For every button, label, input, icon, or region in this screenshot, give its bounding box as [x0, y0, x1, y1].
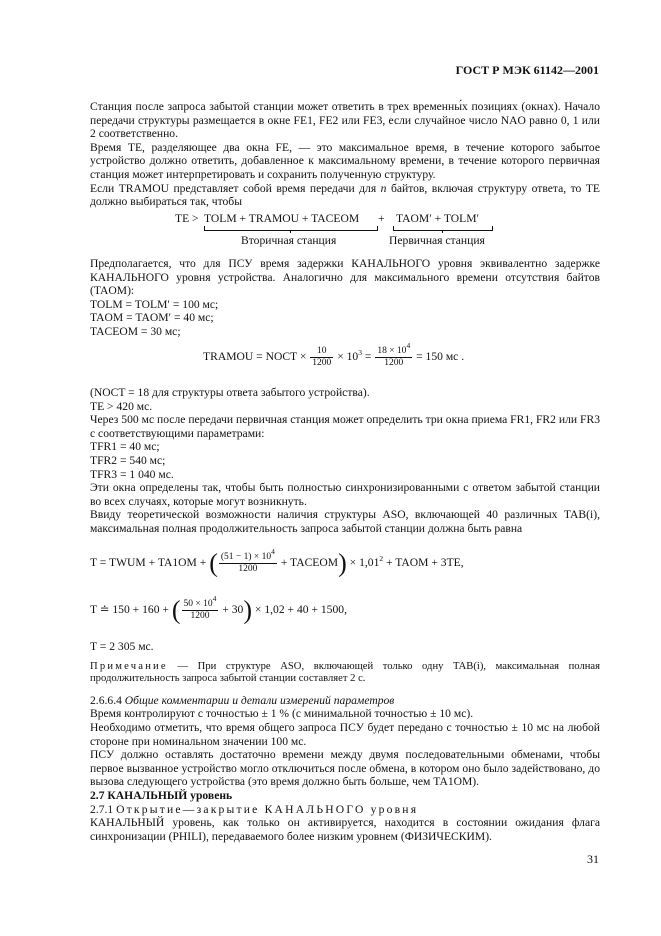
- formula-te-plus: +: [378, 212, 385, 225]
- result-line: T = 2 305 мс.: [90, 640, 154, 653]
- standard-header: ГОСТ Р МЭК 61142—2001: [455, 63, 599, 77]
- fraction-2-den: 1200: [384, 358, 404, 368]
- formula-tramou-mid-text: × 10: [337, 350, 359, 364]
- fraction-2: [375, 341, 412, 369]
- intro-p3-b: байтов, включая структуру ответа, то TE должно выбираться так, чтобы: [90, 181, 600, 209]
- tfr2-line: TFR2 = 540 мс;: [90, 453, 166, 467]
- formula-t-rest: + TAOM + 3TE,: [386, 556, 464, 570]
- section-2664-p1: Время контролируют с точностью ± 1 % (с минимальной точностью ± 10 мс).: [90, 707, 474, 721]
- formula-t-general: [90, 547, 464, 578]
- formula-t-tail-exp: 2: [379, 554, 384, 564]
- windows-section: [90, 386, 600, 536]
- section-27-heading: 2.7 КАНАЛЬНЫЙ уровень: [90, 788, 233, 802]
- formula-te-group2: TAOM′ + TOLM′: [396, 212, 480, 225]
- brace-secondary-tick: [290, 230, 291, 233]
- note-label: Примечание: [90, 660, 168, 672]
- formula-t-fraction: [219, 547, 277, 575]
- formula-t-plus: + TACEOM: [280, 556, 339, 570]
- formula-t-tail-text: × 1,01: [349, 556, 380, 570]
- brace-primary: [393, 226, 493, 231]
- fraction-1-den: 1200: [312, 358, 332, 368]
- formula-te-lhs: TE >: [175, 212, 199, 225]
- formula-t-lhs: T = TWUM + TA1OM +: [90, 556, 207, 570]
- fraction-2-num-exp: 4: [406, 341, 411, 350]
- intro-paragraph-2: Время TE, разделяющее два окна FE, — это максимальное время, в течение которого забытое устройство должно ответить, добавленное к максимальному времени, в течение которого первичная станция может интерпретировать и сохранить полученную структуру.: [90, 140, 600, 181]
- assumption-line-2: TAOM = TAOM′ = 40 мс;: [90, 311, 214, 325]
- formula-t4-fraction: [182, 594, 219, 622]
- section-271-heading: [90, 803, 600, 817]
- label-secondary-station: Вторичная станция: [241, 234, 337, 247]
- intro-paragraph-3: [90, 182, 600, 209]
- note: [90, 661, 600, 686]
- paren4-open: (: [171, 595, 181, 625]
- section-271-number: 2.7.1: [90, 802, 114, 816]
- formula-te-group1: TOLM + TRAMOU + TACEOM: [204, 212, 360, 225]
- windows-paragraph: Через 500 мс после передачи первичная станция может определить три окна приема FR1, FR2 или FR3 с соответствующими параметрами:: [90, 413, 600, 440]
- assumption-line-3: TACEOM = 30 мс;: [90, 324, 181, 338]
- aso-paragraph: Ввиду теоретической возможности наличия структуры ASO, включающей 40 различных TAB(i), максимальная полная продолжительность запроса забытой станции должна быть равна: [90, 508, 600, 535]
- paren4-close: ): [243, 595, 252, 625]
- label-primary-station: Первичная станция: [389, 234, 485, 247]
- formula-tramou-mid: [337, 350, 362, 363]
- formula-tramou-lhs: TRAMOU = NOCT ×: [203, 350, 307, 364]
- section-2664-title: Общие комментарии и детали измерений параметров: [124, 693, 395, 707]
- section-271-title: Открытие—закрытие КАНАЛЬНОГО уровня: [116, 802, 419, 816]
- formula-t-fraction-num-exp: 4: [271, 547, 275, 556]
- formula-t-fraction-num: [219, 547, 277, 564]
- formula-t4-plus: + 30: [222, 603, 244, 617]
- formula-tramou-eq: =: [364, 350, 372, 364]
- formula-t-fraction-num-text: (51 − 1) × 10: [220, 552, 272, 562]
- formula-t4-fraction-num-exp: 4: [212, 594, 217, 603]
- note-text: — При структуре ASO, включающей только одну TAB(i), максимальная полная продолжительность запроса забытой станции составляет 2 с.: [90, 660, 600, 685]
- fraction-2-num: [375, 341, 412, 358]
- formula-t-numeric: [90, 594, 347, 625]
- paren-close: ): [338, 548, 347, 578]
- formula-t4-rest: × 1,02 + 40 + 1500,: [254, 603, 347, 617]
- formula-t-tail: [350, 556, 383, 569]
- tfr3-line: TFR3 = 1 040 мс.: [90, 467, 174, 481]
- section-2664-p3: ПСУ должно оставлять достаточно времени между двумя последовательными обменами, чтобы первое вызванное устройство могло отключиться после обмена, в котором оно было задействовано, до вызова следующего устройства (это время должно быть больше, чем TA1OM).: [90, 748, 600, 789]
- intro-p3-n: n: [380, 181, 387, 195]
- te-line: TE > 420 мс.: [90, 399, 153, 413]
- assumptions-paragraph: Предполагается, что для ПСУ время задержки КАНАЛЬНОГО уровня эквивалентно задержке КАНАЛЬНОГО уровня устройства. Аналогично для максимального времени отсутствия байтов (TAOM):: [90, 257, 600, 298]
- fraction-1: [310, 346, 333, 369]
- assumptions-section: [90, 257, 600, 339]
- assumption-line-1: TOLM = TOLM′ = 100 мс;: [90, 297, 219, 311]
- formula-tramou-rhs: = 150 мс .: [416, 350, 465, 364]
- formula-t4-fraction-den: 1200: [190, 611, 210, 621]
- fraction-2-num-text: 18 × 10: [377, 346, 407, 356]
- intro-paragraph-1: Станция после запроса забытой станции может ответить в трех временны́х позициях (окнах). Начало передачи структуры размещается в окне FE1, FE2 или FE3, если случайное число NAO равно 0, 1 или 2 соответственно.: [90, 100, 600, 141]
- formula-t4-fraction-num: [182, 594, 219, 611]
- fraction-1-num: 10: [310, 346, 333, 358]
- brace-secondary: [204, 226, 378, 231]
- formula-te: [175, 212, 505, 252]
- result-section: [90, 640, 600, 843]
- formula-tramou: [203, 341, 465, 369]
- intro-p3-a: Если TRAMOU представляет собой время передачи для: [90, 181, 381, 195]
- brace-primary-tick: [442, 230, 443, 233]
- section-271-p1: КАНАЛЬНЫЙ уровень, как только он активируется, находится в состоянии ожидания флага синхронизации (PHILI), передаваемого более низким уровнем (ФИЗИЧЕСКИМ).: [90, 816, 600, 843]
- intro-section: [90, 100, 600, 209]
- formula-tramou-mid-exp: 3: [358, 348, 362, 358]
- noct-line: (NOCT = 18 для структуры ответа забытого устройства).: [90, 386, 370, 399]
- formula-t-fraction-den: 1200: [238, 564, 258, 574]
- tfr1-line: TFR1 = 40 мс;: [90, 440, 160, 454]
- section-2664-p2: Необходимо отметить, что время общего запроса ПСУ будет передано с точностью ± 10 мс на любой стороне при номинальном значении 100 мс.: [90, 720, 600, 748]
- page-number: 31: [587, 852, 599, 866]
- formula-t4-lhs: T ≐ 150 + 160 +: [90, 603, 169, 617]
- section-2664-heading: [90, 694, 600, 708]
- paren-open: (: [209, 548, 218, 578]
- formula-t4-fraction-num-text: 50 × 10: [183, 599, 213, 609]
- section-2664-number: 2.6.6.4: [90, 693, 122, 707]
- sync-paragraph: Эти окна определены так, чтобы быть полностью синхронизированными с ответом забытой станции во всех случаях, которые могут возникнуть.: [90, 481, 600, 508]
